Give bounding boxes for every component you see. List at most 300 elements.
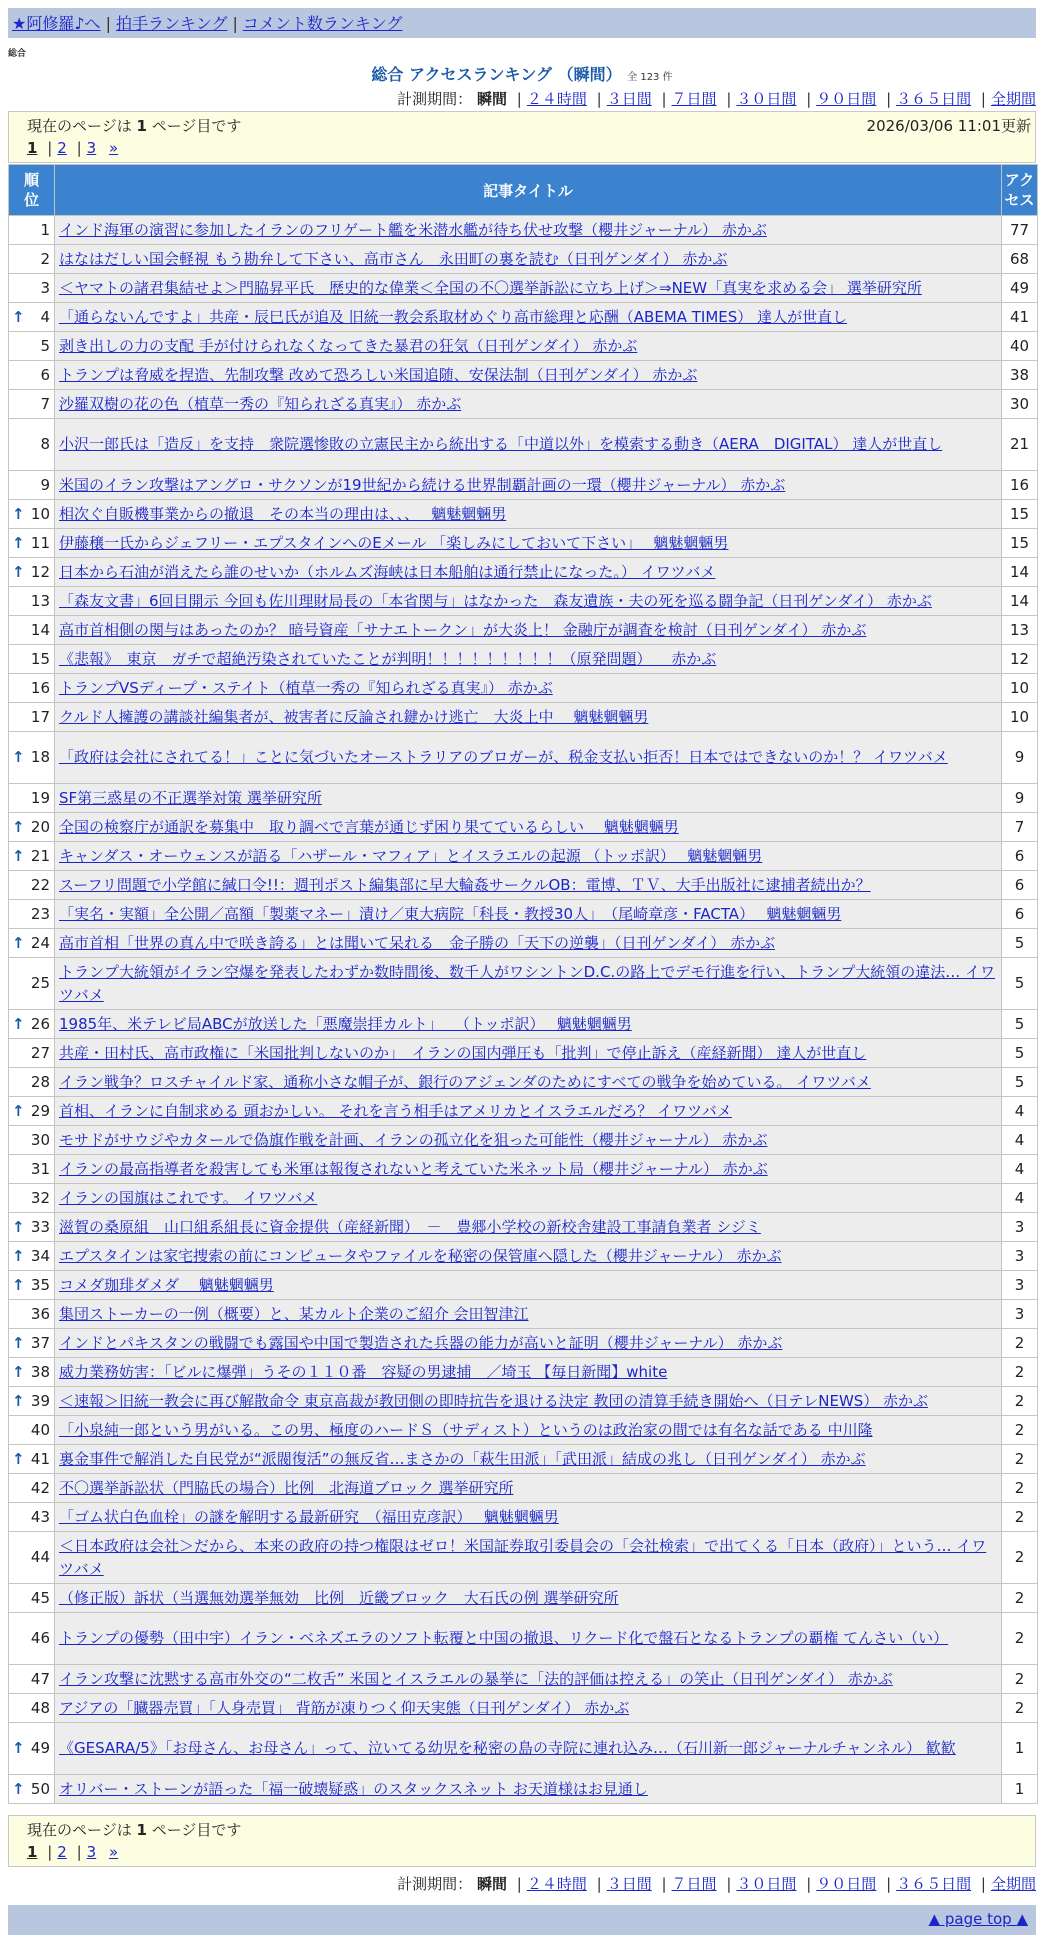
access-count: 6 [1002,900,1038,929]
access-count: 3 [1002,1242,1038,1271]
article-title-link[interactable]: 小沢一郎氏は「造反」を支持 衆院選惨敗の立憲民主から統出する「中道以外」を模索する動き（AERA DIGITAL） 達人が世直し [59,435,943,453]
access-count: 2 [1002,1358,1038,1387]
article-title-link[interactable]: モサドがサウジやカタールで偽旗作戦を計画、イランの孤立化を狙った可能性（櫻井ジャーナル） 赤かぶ [59,1130,768,1149]
title-cell [55,1474,1002,1503]
title-cell [55,1445,1002,1474]
rank-cell [9,500,55,529]
table-row [9,703,1038,732]
table-row [9,1010,1038,1039]
title-cell [55,616,1002,645]
access-count: 6 [1002,842,1038,871]
access-count: 2 [1002,1445,1038,1474]
rank-cell [9,1665,55,1694]
table-row [9,674,1038,703]
period-label: 計測期間： [397,1875,473,1893]
article-title-link[interactable]: 高市首相「世界の真ん中で咲き誇る」とは聞いて呆れる 金子勝の「天下の逆襲」（日刊ゲンダイ） 赤かぶ [59,933,776,952]
table-row [9,216,1038,245]
article-title-link[interactable]: 「政府は会社にされてる！」ことに気づいたオーストラリアのブロガーが、税金支払い拒否！日本ではできないのか！？ イワツバメ [59,748,948,766]
article-title-link[interactable]: インド海軍の演習に参加したイランのフリゲート艦を米潜水艦が待ち伏せ攻撃（櫻井ジャーナル） 赤かぶ [59,220,767,239]
rank-up-arrow-icon: ↑ [12,846,25,865]
article-title-link[interactable]: イランの最高指導者を殺害しても米軍は報復されないと考えていた米ネット局（櫻井ジャーナル） 赤かぶ [59,1159,768,1178]
rank-number: 26 [30,1014,50,1033]
current-page-info: 現在のページは 1 ページ目です [27,1821,242,1839]
title-cell [55,1184,1002,1213]
rank-number: 14 [30,620,50,639]
table-row [9,1300,1038,1329]
access-count: 10 [1002,674,1038,703]
access-count: 2 [1002,1474,1038,1503]
title-cell [55,1358,1002,1387]
title-cell [55,1503,1002,1532]
page-info-box-bottom [8,1815,1036,1867]
access-count: 38 [1002,361,1038,390]
table-row [9,245,1038,274]
title-cell [55,216,1002,245]
table-row [9,1126,1038,1155]
title-cell [55,500,1002,529]
table-row [9,471,1038,500]
period-link-90d[interactable]: ９０日間 [816,90,877,108]
rank-number: 39 [30,1391,50,1410]
article-title-link[interactable]: トランプは脅威を捏造、先制攻撃 改めて恐ろしい米国追随、安保法制（日刊ゲンダイ） 赤かぶ [59,365,698,384]
article-title-link[interactable]: 裏金事件で解消した自民党が“派閥復活”の無反省…まさかの「萩生田派」「武田派」結成の兆し（日刊ゲンダイ） 赤かぶ [59,1449,866,1468]
access-count: 5 [1002,1039,1038,1068]
rank-up-arrow-icon: ↑ [12,1333,25,1352]
current-page-number: 1 [136,1821,147,1839]
column-header-access: アクセス [1002,165,1038,216]
rank-number: 47 [30,1669,50,1688]
access-count: 4 [1002,1126,1038,1155]
table-row [9,1155,1038,1184]
category-label: 総合 [8,49,27,59]
title-cell [55,1416,1002,1445]
nav-link-applause-ranking[interactable]: 拍手ランキング [115,14,228,33]
current-page-number: 1 [136,117,147,135]
article-title-link[interactable]: キャンダス・オーウェンスが語る「ハザール・マフィア」とイスラエルの起源 （トッポ訳） 魑魅魍魎男 [59,846,763,865]
article-title-link[interactable]: インドとパキスタンの戦闘でも露国や中国で製造された兵器の能力が高いと証明（櫻井ジャーナル） 赤かぶ [59,1333,783,1352]
pager-top: 1 | 2 | 3 » [27,139,119,157]
access-count: 10 [1002,703,1038,732]
rank-cell [9,1416,55,1445]
title-cell [55,1532,1002,1584]
table-row [9,1416,1038,1445]
rank-cell [9,1010,55,1039]
period-link-7d[interactable]: ７日間 [671,1875,717,1893]
pager-page-3[interactable]: 3 [86,1843,97,1861]
access-count: 1 [1002,1775,1038,1804]
access-count: 4 [1002,1184,1038,1213]
column-header-title: 記事タイトル [55,165,1002,216]
rank-cell [9,361,55,390]
access-count: 68 [1002,245,1038,274]
title-cell [55,958,1002,1010]
article-title-link[interactable]: 《悲報》 東京 ガチで超絶汚染されていたことが判明！！！！！！！！！（原発問題） 赤かぶ [59,649,717,668]
nav-link-asyura[interactable]: ★阿修羅♪へ [12,14,101,33]
article-title-link[interactable]: 剥き出しの力の支配 手が付けられなくなってきた暴君の狂気（日刊ゲンダイ） 赤かぶ [59,336,638,355]
rank-up-arrow-icon: ↑ [12,1217,25,1236]
article-title-link[interactable]: 「森友文書」6回目開示 今回も佐川理財局長の「本省関与」はなかった 森友遺族・夫の死を巡る闘争記（日刊ゲンダイ） 赤かぶ [59,591,932,610]
article-title-link[interactable]: SF第三惑星の不正選挙対策 選挙研究所 [59,788,322,807]
article-title-link[interactable]: アジアの「臓器売買」「人身売買」 背筋が凍りつく仰天実態（日刊ゲンダイ） 赤かぶ [59,1698,630,1717]
rank-cell [9,587,55,616]
article-title-link[interactable]: 高市首相側の関与はあったのか？ 暗号資産「サナエトークン」が大炎上！ 金融庁が調査を検討（日刊ゲンダイ） 赤かぶ [59,620,867,639]
access-count: 13 [1002,616,1038,645]
rank-number: 35 [30,1275,50,1294]
article-title-link[interactable]: 滋賀の桑原組 山口組系組長に資金提供（産経新聞） － 豊郷小学校の新校舎建設工事請負業者 シジミ [59,1217,761,1236]
rank-cell [9,303,55,332]
article-title-link[interactable]: トランプ大統領がイラン空爆を発表したわずか数時間後、数千人がワシントンD.C.の路上でデモ行進を行い、トランプ大統領の違法… イワツバメ [59,962,995,1004]
title-cell [55,1271,1002,1300]
article-title-link[interactable]: 不〇選挙訴訟状（門脇氏の場合）比例 北海道ブロック 選挙研究所 [59,1478,514,1497]
rank-cell [9,1387,55,1416]
access-count: 14 [1002,587,1038,616]
rank-number: 41 [30,1449,50,1468]
access-count: 9 [1002,784,1038,813]
title-cell [55,703,1002,732]
rank-cell [9,1532,55,1584]
nav-link-comment-ranking[interactable]: コメント数ランキング [242,14,403,33]
period-link-all[interactable]: 全期間 [990,1875,1036,1893]
access-count: 4 [1002,1155,1038,1184]
period-link-all[interactable]: 全期間 [990,90,1036,108]
rank-number: 40 [30,1420,50,1439]
article-title-link[interactable]: 《GESARA/5》「お母さん、お母さん」って、泣いてる幼児を秘密の島の寺院に連れ込み…（石川新一郎ジャーナルチャンネル） 歓歓 [59,1739,956,1757]
title-cell [55,361,1002,390]
rank-number: 37 [30,1333,50,1352]
pager-page-3[interactable]: 3 [86,139,97,157]
pager-next[interactable]: » [109,1843,119,1861]
rank-cell [9,529,55,558]
table-row [9,1213,1038,1242]
rank-up-arrow-icon: ↑ [12,1101,25,1120]
rank-number: 31 [30,1159,50,1178]
rank-number: 2 [40,249,50,268]
rank-number: 44 [30,1548,50,1566]
access-count: 2 [1002,1387,1038,1416]
table-row [9,303,1038,332]
rank-up-arrow-icon: ↑ [12,1014,25,1033]
access-count: 15 [1002,529,1038,558]
rank-number: 1 [40,220,50,239]
article-title-link[interactable]: エプスタインは家宅捜索の前にコンピュータやファイルを秘密の保管庫へ隠した（櫻井ジャーナル） 赤かぶ [59,1246,782,1265]
table-row [9,1723,1038,1775]
pager-page-2[interactable]: 2 [57,1843,67,1861]
access-count: 77 [1002,216,1038,245]
title-cell [55,1584,1002,1613]
title-cell [55,732,1002,784]
table-row [9,645,1038,674]
rank-cell [9,1155,55,1184]
access-count: 49 [1002,274,1038,303]
title-cell [55,645,1002,674]
rank-cell [9,813,55,842]
rank-up-arrow-icon: ↑ [12,933,25,952]
table-row [9,1184,1038,1213]
table-row [9,1584,1038,1613]
rank-up-arrow-icon: ↑ [12,307,25,326]
table-row [9,732,1038,784]
rank-number: 34 [30,1246,50,1265]
rank-number: 30 [30,1130,50,1149]
rank-up-arrow-icon: ↑ [12,1246,25,1265]
article-title-link[interactable]: ＜ヤマトの諸君集結せよ＞門脇昇平氏 歴史的な偉業＜全国の不〇選挙訴訟に立ち上げ＞⇒NEW「真実を求める会」 選挙研究所 [59,278,922,297]
article-title-link[interactable]: 日本から石油が消えたら誰のせいか（ホルムズ海峡は日本船舶は通行禁止になった。） イワツバメ [59,562,716,581]
rank-number: 5 [40,336,50,355]
rank-cell [9,1613,55,1665]
title-cell [55,1694,1002,1723]
rank-number: 38 [30,1362,50,1381]
ranking-title [0,62,1044,85]
period-link-365d[interactable]: ３６５日間 [896,90,972,108]
article-title-link[interactable]: イラン攻撃に沈黙する高市外交の“二枚舌” 米国とイスラエルの暴挙に「法的評価は控える」の笑止（日刊ゲンダイ） 赤かぶ [59,1669,893,1688]
rank-number: 36 [30,1304,50,1323]
table-row [9,1503,1038,1532]
article-title-link[interactable]: クルド人擁護の講談社編集者が、被害者に反論され鍵かけ逃亡 大炎上中 魑魅魍魎男 [59,707,649,726]
rank-cell [9,645,55,674]
article-title-link[interactable]: 沙羅双樹の花の色（植草一秀の『知られざる真実』） 赤かぶ [59,394,462,413]
table-row [9,587,1038,616]
ranking-table [8,164,1038,1804]
title-cell [55,332,1002,361]
title-cell [55,245,1002,274]
updated-timestamp: 2026/03/06 11:01更新 [866,117,1031,135]
rank-up-arrow-icon: ↑ [12,817,25,836]
article-title-link[interactable]: 首相、イランに自制求める 頭おかしい。 それを言う相手はアメリカとイスラエルだろ？ イワツバメ [59,1101,732,1120]
period-link-3d[interactable]: ３日間 [606,1875,652,1893]
title-cell [55,303,1002,332]
period-link-90d[interactable]: ９０日間 [816,1875,877,1893]
article-title-link[interactable]: コメダ珈琲ダメダ 魑魅魍魎男 [59,1275,274,1294]
rank-number: 49 [30,1739,50,1757]
rank-number: 21 [30,846,50,865]
table-row [9,784,1038,813]
rank-cell [9,703,55,732]
article-title-link[interactable]: スーフリ問題で小学館に緘口令!!：週刊ポスト編集部に早大輪姦サークルOB：電博、ＴＶ、大手出版社に逮捕者続出か？ [59,875,871,894]
table-row [9,361,1038,390]
table-row [9,1694,1038,1723]
title-cell [55,471,1002,500]
top-navigation-bar [8,8,1036,38]
rank-cell [9,471,55,500]
article-title-link[interactable]: 「小泉純一郎という男がいる。この男、極度のハードＳ（サディスト）というのは政治家の間では有名な話である 中川隆 [59,1420,873,1439]
article-title-link[interactable]: イラン戦争？ロスチャイルド家、通称小さな帽子が、銀行のアジェンダのためにすべての戦争を始めている。 イワツバメ [59,1072,871,1091]
title-cell [55,900,1002,929]
access-count: 2 [1002,1613,1038,1665]
article-title-link[interactable]: ＜日本政府は会社＞だから、本来の政府の持つ権限はゼロ！米国証券取引委員会の「会社検索」で出てくる「日本（政府）」という… イワツバメ [59,1536,987,1578]
title-cell [55,1213,1002,1242]
table-row [9,1387,1038,1416]
rank-cell [9,419,55,471]
access-count: 7 [1002,813,1038,842]
access-count: 2 [1002,1694,1038,1723]
table-row [9,1665,1038,1694]
rank-cell [9,784,55,813]
article-title-link[interactable]: 「通らないんですよ」共産・辰巳氏が追及 旧統一教会系取材めぐり高市総理と応酬（ABEMA TIMES） 達人が世直し [59,307,848,326]
table-row [9,929,1038,958]
article-title-link[interactable]: 共産・田村氏、高市政権に「米国批判しないのか」 イランの国内弾圧も「批判」で停止訴え（産経新聞） 達人が世直し [59,1043,867,1062]
table-row [9,1474,1038,1503]
article-title-link[interactable]: トランプVSディープ・ステイト（植草一秀の『知られざる真実』） 赤かぶ [59,678,553,697]
page-top-link[interactable]: ▲ page top ▲ [928,1910,1028,1928]
rank-cell [9,1358,55,1387]
pager-page-2[interactable]: 2 [57,139,67,157]
period-link-365d[interactable]: ３６５日間 [896,1875,972,1893]
rank-cell [9,1068,55,1097]
pager-current: 1 [27,1843,38,1861]
table-row [9,813,1038,842]
access-count: 3 [1002,1300,1038,1329]
table-row [9,958,1038,1010]
rank-up-arrow-icon: ↑ [12,1391,25,1410]
access-count: 2 [1002,1503,1038,1532]
rank-number: 24 [30,933,50,952]
period-link-30d[interactable]: ３０日間 [736,1875,797,1893]
title-cell [55,1300,1002,1329]
rank-up-arrow-icon: ↑ [12,1739,25,1757]
table-row [9,842,1038,871]
table-row [9,274,1038,303]
table-row [9,900,1038,929]
period-link-30d[interactable]: ３０日間 [736,90,797,108]
nav-separator: | [105,14,111,33]
ranking-total-count: 全 123 件 [627,72,673,83]
rank-number: 43 [30,1507,50,1526]
rank-up-arrow-icon: ↑ [12,1779,25,1798]
rank-cell [9,929,55,958]
article-title-link[interactable]: 1985年、米テレビ局ABCが放送した「悪魔崇拝カルト」 （トッポ訳） 魑魅魍魎男 [59,1014,632,1033]
table-row [9,871,1038,900]
rank-number: 46 [30,1629,50,1647]
rank-cell [9,390,55,419]
title-cell [55,1097,1002,1126]
title-cell [55,1723,1002,1775]
rank-number: 4 [40,307,50,326]
table-row [9,616,1038,645]
period-link-7d[interactable]: ７日間 [671,90,717,108]
table-row [9,1242,1038,1271]
access-count: 2 [1002,1416,1038,1445]
rank-number: 42 [30,1478,50,1497]
title-cell [55,1068,1002,1097]
period-link-3d[interactable]: ３日間 [606,90,652,108]
rank-cell [9,1300,55,1329]
table-row [9,1613,1038,1665]
title-cell [55,674,1002,703]
rank-up-arrow-icon: ↑ [12,1449,25,1468]
title-cell [55,1329,1002,1358]
pager-bottom: 1 | 2 | 3 » [27,1843,119,1861]
article-title-link[interactable]: 「実名・実額」全公開／高額「製薬マネー」漬け／東大病院「科長・教授30人」 （尾崎章彦・FACTA） 魑魅魍魎男 [59,904,842,923]
table-row [9,1039,1038,1068]
title-cell [55,1155,1002,1184]
article-title-link[interactable]: トランプの優勢（田中宇）イラン・ベネズエラのソフト転覆と中国の撤退、リクード化で盤石となるトランプの覇権 てんさい（い） [59,1629,949,1647]
rank-cell [9,871,55,900]
rank-up-arrow-icon: ↑ [12,1275,25,1294]
article-title-link[interactable]: オリバー・ストーンが語った「福一破壊疑惑」のスタックスネット お天道様はお見通し [59,1779,648,1798]
title-cell [55,784,1002,813]
table-row [9,1271,1038,1300]
article-title-link[interactable]: 威力業務妨害：「ビルに爆弾」うその１１０番 容疑の男逮捕 ／埼玉 【毎日新聞】white [59,1362,668,1381]
access-count: 40 [1002,332,1038,361]
rank-cell [9,1213,55,1242]
rank-cell [9,1584,55,1613]
table-row [9,1358,1038,1387]
article-title-link[interactable]: ＜速報＞旧統一教会に再び解散命令 東京高裁が教団側の即時抗告を退ける決定 教団の清算手続き開始へ（日テレNEWS） 赤かぶ [59,1391,929,1410]
period-label: 計測期間： [397,90,473,108]
rank-number: 48 [30,1698,50,1717]
access-count: 5 [1002,929,1038,958]
article-title-link[interactable]: （修正版）訴状（当選無効選挙無効 比例 近畿ブロック 大石氏の例 選挙研究所 [59,1588,619,1607]
rank-number: 22 [30,875,50,894]
access-count: 30 [1002,390,1038,419]
title-cell [55,1387,1002,1416]
ranking-title-text: 総合 アクセスランキング （瞬間） [371,65,622,84]
rank-number: 3 [40,278,50,297]
period-link-24h[interactable]: ２４時間 [526,90,587,108]
article-title-link[interactable]: 伊藤穣一氏からジェフリー・エプスタインへのEメール 「楽しみにしておいて下さい」 魑魅魍魎男 [59,533,729,552]
rank-number: 16 [30,678,50,697]
article-title-link[interactable]: 「ゴム状白色血栓」の謎を解明する最新研究 （福田克彦訳） 魑魅魍魎男 [59,1507,559,1526]
rank-cell [9,1271,55,1300]
title-cell [55,529,1002,558]
access-count: 3 [1002,1271,1038,1300]
access-count: 5 [1002,1068,1038,1097]
access-count: 9 [1002,732,1038,784]
rank-number: 23 [30,904,50,923]
rank-number: 6 [40,365,50,384]
rank-cell [9,1097,55,1126]
rank-number: 13 [30,591,50,610]
title-cell [55,1613,1002,1665]
article-title-link[interactable]: 米国のイラン攻撃はアングロ・サクソンが19世紀から続ける世界制覇計画の一環（櫻井ジャーナル） 赤かぶ [59,475,786,494]
article-title-link[interactable]: 集団ストーカーの一例（概要）と、某カルト企業のご紹介 会田智津江 [59,1304,529,1323]
rank-cell [9,1503,55,1532]
current-page-info: 現在のページは 1 ページ目です [27,117,242,135]
title-cell [55,1010,1002,1039]
rank-up-arrow-icon: ↑ [12,504,25,523]
rank-cell [9,616,55,645]
title-cell [55,419,1002,471]
rank-number: 10 [30,504,50,523]
title-cell [55,1665,1002,1694]
rank-cell [9,274,55,303]
access-count: 3 [1002,1213,1038,1242]
rank-cell [9,1694,55,1723]
rank-cell [9,1775,55,1804]
article-title-link[interactable]: 全国の検察庁が通訳を募集中 取り調べで言葉が通じず困り果てているらしい 魑魅魍魎男 [59,817,679,836]
article-title-link[interactable]: イランの国旗はこれです。 イワツバメ [59,1188,318,1207]
rank-cell [9,732,55,784]
title-cell [55,929,1002,958]
rank-number: 45 [30,1588,50,1607]
rank-up-arrow-icon: ↑ [12,748,25,766]
rank-cell [9,674,55,703]
access-count: 14 [1002,558,1038,587]
article-title-link[interactable]: はなはだしい国会軽視 もう勘弁して下さい、高市さん 永田町の裏を読む（日刊ゲンダイ） 赤かぶ [59,249,728,268]
access-count: 6 [1002,871,1038,900]
rank-cell [9,1723,55,1775]
access-count: 1 [1002,1723,1038,1775]
pager-next[interactable]: » [109,139,119,157]
rank-number: 9 [40,475,50,494]
ranking-table-body [9,216,1038,1804]
rank-number: 50 [30,1779,50,1798]
rank-cell [9,558,55,587]
access-count: 2 [1002,1665,1038,1694]
period-link-24h[interactable]: ２４時間 [526,1875,587,1893]
rank-cell [9,842,55,871]
article-title-link[interactable]: 相次ぐ自販機事業からの撤退 その本当の理由は、、、 魑魅魍魎男 [59,504,507,523]
